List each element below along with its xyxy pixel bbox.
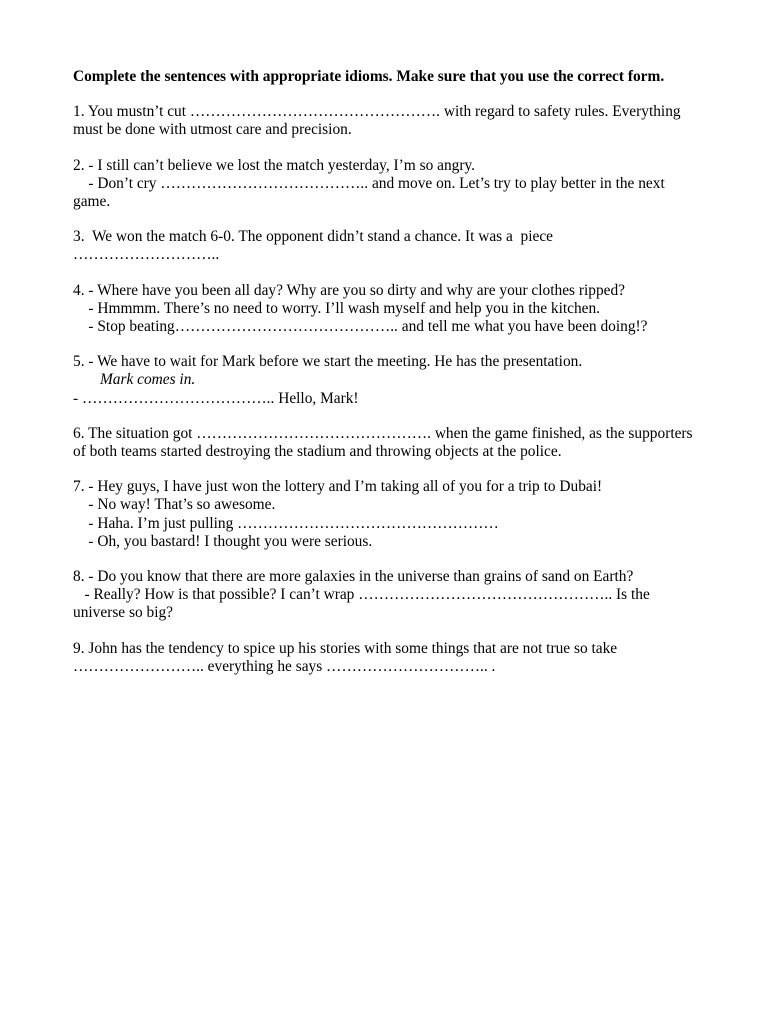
exercise-line: - ……………………………….. Hello, Mark! — [73, 389, 359, 407]
exercise-item-5 — [73, 353, 693, 408]
exercise-line: - Haha. I’m just pulling …………………………………………… — [73, 514, 499, 532]
instructions-heading: Complete the sentences with appropriate idioms. Make sure that you use the correct form. — [73, 68, 665, 85]
exercise-item-7 — [73, 478, 693, 551]
exercise-line: 3. We won the match 6-0. The opponent didn’t stand a chance. It was a piece ……………………….. — [73, 228, 557, 264]
stage-direction: Mark comes in. — [73, 371, 196, 389]
exercise-item-6 — [73, 424, 697, 461]
exercise-item-3 — [73, 228, 693, 264]
exercise-line: - Stop beating…………………………………….. and tell me what you have been doing!? — [73, 318, 648, 336]
exercise-item-8 — [73, 568, 693, 623]
exercise-item-4 — [73, 282, 693, 337]
exercise-item-1 — [73, 103, 693, 139]
exercise-line: - Hmmmm. There’s no need to worry. I’ll wash myself and help you in the kitchen. — [73, 299, 601, 317]
exercise-item-2 — [73, 157, 693, 212]
exercise-line: - Really? How is that possible? I can’t wrap ………………………………………….. Is the universe so big? — [73, 586, 654, 622]
exercise-line: 4. - Where have you been all day? Why are you so dirty and why are your clothes ripped? — [73, 281, 626, 299]
exercise-line: 6. The situation got ………………………………………. when the game finished, as the supporters of both teams started destroying the stadium and throwing objects at the police. — [73, 424, 697, 461]
exercise-line: - No way! That’s so awesome. — [73, 496, 276, 514]
exercise-line: 2. - I still can’t believe we lost the match yesterday, I’m so angry. — [73, 156, 476, 174]
exercise-line: 8. - Do you know that there are more galaxies in the universe than grains of sand on Earth? — [73, 568, 634, 586]
exercise-item-9 — [73, 640, 693, 676]
worksheet — [73, 68, 697, 693]
exercise-line: 1. You mustn’t cut …………………………………………. with regard to safety rules. Everything must be done with utmost care and precision. — [73, 103, 685, 139]
exercise-line: - Oh, you bastard! I thought you were serious. — [73, 532, 373, 550]
exercise-line: 7. - Hey guys, I have just won the lottery and I’m taking all of you for a trip to Dubai! — [73, 478, 603, 496]
exercise-line: - Don’t cry ………………………………….. and move on. Let’s try to play better in the next game. — [73, 174, 669, 211]
exercise-line: 9. John has the tendency to spice up his stories with some things that are not true so take …………………….. everything he says ………………………….. . — [73, 639, 621, 675]
exercise-line: 5. - We have to wait for Mark before we start the meeting. He has the presentation. — [73, 353, 583, 371]
